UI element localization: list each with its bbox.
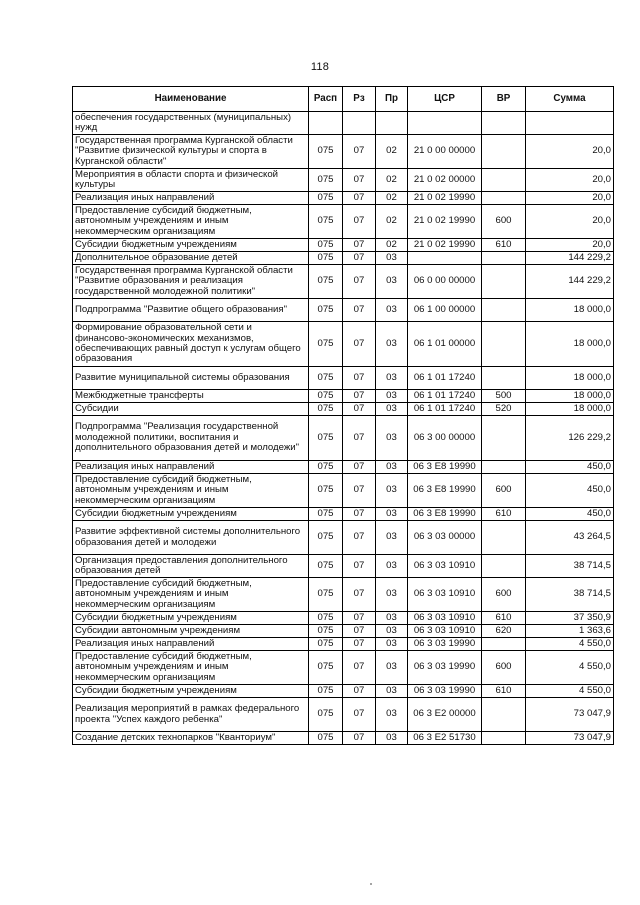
cell-rasp: 075 [309, 732, 343, 745]
cell-rz: 07 [343, 169, 376, 192]
table-row [73, 239, 614, 252]
table-row [73, 265, 614, 299]
cell-rz: 07 [343, 135, 376, 169]
cell-rz: 07 [343, 252, 376, 265]
cell-sum [526, 112, 614, 135]
cell-vr: 620 [482, 625, 526, 638]
cell-pr: 03 [376, 367, 408, 390]
cell-name: обеспечения государственных (муниципальных) нужд [73, 112, 309, 135]
cell-pr [376, 112, 408, 135]
cell-rz: 07 [343, 521, 376, 555]
table-body [73, 112, 614, 745]
cell-pr: 02 [376, 239, 408, 252]
cell-rasp: 075 [309, 390, 343, 403]
scan-speck [370, 883, 372, 885]
cell-rasp: 075 [309, 625, 343, 638]
cell-pr: 03 [376, 578, 408, 612]
table-row [73, 135, 614, 169]
cell-name: Субсидии автономным учреждениям [73, 625, 309, 638]
table-row [73, 685, 614, 698]
cell-rasp: 075 [309, 685, 343, 698]
cell-name: Развитие муниципальной системы образования [73, 367, 309, 390]
cell-pr: 03 [376, 508, 408, 521]
cell-rasp: 075 [309, 521, 343, 555]
cell-pr: 03 [376, 521, 408, 555]
cell-csr: 06 3 Е8 19990 [408, 461, 482, 474]
cell-name: Подпрограмма "Реализация государственной молодежной политики, воспитания и дополнительного образования детей и молодежи" [73, 416, 309, 461]
cell-pr: 03 [376, 265, 408, 299]
cell-vr [482, 135, 526, 169]
cell-pr: 03 [376, 625, 408, 638]
cell-vr [482, 521, 526, 555]
cell-rz: 07 [343, 555, 376, 578]
cell-vr: 600 [482, 474, 526, 508]
cell-pr: 03 [376, 461, 408, 474]
cell-rasp [309, 112, 343, 135]
cell-rasp: 075 [309, 508, 343, 521]
cell-name: Реализация иных направлений [73, 192, 309, 205]
cell-pr: 02 [376, 169, 408, 192]
table-row [73, 416, 614, 461]
cell-pr: 03 [376, 416, 408, 461]
cell-rasp: 075 [309, 578, 343, 612]
table-row [73, 521, 614, 555]
cell-sum: 144 229,2 [526, 265, 614, 299]
cell-rz: 07 [343, 192, 376, 205]
cell-vr: 610 [482, 685, 526, 698]
cell-sum: 73 047,9 [526, 732, 614, 745]
cell-csr: 06 3 03 10910 [408, 612, 482, 625]
cell-sum: 18 000,0 [526, 403, 614, 416]
cell-pr: 03 [376, 612, 408, 625]
table-row [73, 322, 614, 367]
cell-vr: 610 [482, 508, 526, 521]
cell-sum: 4 550,0 [526, 651, 614, 685]
cell-name: Предоставление субсидий бюджетным, автономным учреждениям и иным некоммерческим организациям [73, 474, 309, 508]
table-row [73, 474, 614, 508]
table-row [73, 390, 614, 403]
column-header-rz: Рз [343, 87, 376, 112]
cell-vr: 600 [482, 651, 526, 685]
cell-csr [408, 112, 482, 135]
cell-csr: 06 3 Е2 51730 [408, 732, 482, 745]
cell-csr: 06 3 03 19990 [408, 638, 482, 651]
table-row [73, 732, 614, 745]
cell-rasp: 075 [309, 299, 343, 322]
cell-name: Дополнительное образование детей [73, 252, 309, 265]
cell-pr: 03 [376, 322, 408, 367]
cell-vr [482, 416, 526, 461]
cell-vr [482, 112, 526, 135]
cell-sum: 126 229,2 [526, 416, 614, 461]
cell-name: Реализация мероприятий в рамках федерального проекта "Успех каждого ребенка" [73, 698, 309, 732]
cell-csr: 06 0 00 00000 [408, 265, 482, 299]
cell-csr: 06 3 03 10910 [408, 578, 482, 612]
column-header-vr: ВР [482, 87, 526, 112]
table-row [73, 112, 614, 135]
table-row [73, 252, 614, 265]
cell-vr [482, 555, 526, 578]
cell-rz: 07 [343, 239, 376, 252]
cell-pr: 03 [376, 474, 408, 508]
cell-sum: 1 363,6 [526, 625, 614, 638]
cell-rz: 07 [343, 638, 376, 651]
cell-name: Субсидии бюджетным учреждениям [73, 239, 309, 252]
cell-csr: 21 0 02 19990 [408, 205, 482, 239]
cell-sum: 18 000,0 [526, 299, 614, 322]
cell-name: Реализация иных направлений [73, 461, 309, 474]
cell-rasp: 075 [309, 192, 343, 205]
cell-csr: 06 3 03 10910 [408, 555, 482, 578]
cell-rz: 07 [343, 578, 376, 612]
column-header-pr: Пр [376, 87, 408, 112]
cell-csr: 21 0 02 19990 [408, 192, 482, 205]
cell-rz: 07 [343, 651, 376, 685]
cell-rz: 07 [343, 685, 376, 698]
cell-vr [482, 299, 526, 322]
cell-rasp: 075 [309, 416, 343, 461]
cell-name: Мероприятия в области спорта и физической культуры [73, 169, 309, 192]
cell-vr [482, 698, 526, 732]
cell-rasp: 075 [309, 651, 343, 685]
cell-name: Субсидии бюджетным учреждениям [73, 685, 309, 698]
cell-name: Предоставление субсидий бюджетным, автономным учреждениям и иным некоммерческим организациям [73, 651, 309, 685]
cell-csr: 21 0 02 00000 [408, 169, 482, 192]
cell-name: Предоставление субсидий бюджетным, автономным учреждениям и иным некоммерческим организациям [73, 578, 309, 612]
cell-vr: 520 [482, 403, 526, 416]
table-row [73, 638, 614, 651]
cell-sum: 4 550,0 [526, 638, 614, 651]
cell-pr: 03 [376, 651, 408, 685]
column-header-name: Наименование [73, 87, 309, 112]
cell-sum: 20,0 [526, 239, 614, 252]
cell-rasp: 075 [309, 555, 343, 578]
cell-rz: 07 [343, 265, 376, 299]
cell-vr [482, 192, 526, 205]
cell-rz: 07 [343, 416, 376, 461]
cell-csr: 06 3 Е2 00000 [408, 698, 482, 732]
cell-vr [482, 252, 526, 265]
table-row [73, 555, 614, 578]
cell-csr: 06 3 03 19990 [408, 651, 482, 685]
cell-rasp: 075 [309, 169, 343, 192]
table-row [73, 625, 614, 638]
cell-rz: 07 [343, 403, 376, 416]
cell-rasp: 075 [309, 461, 343, 474]
table-row [73, 508, 614, 521]
cell-name: Организация предоставления дополнительного образования детей [73, 555, 309, 578]
cell-sum: 144 229,2 [526, 252, 614, 265]
table-row [73, 698, 614, 732]
cell-csr: 06 1 01 17240 [408, 367, 482, 390]
cell-pr: 03 [376, 732, 408, 745]
cell-name: Реализация иных направлений [73, 638, 309, 651]
cell-rasp: 075 [309, 698, 343, 732]
cell-vr [482, 732, 526, 745]
cell-csr [408, 252, 482, 265]
cell-rasp: 075 [309, 322, 343, 367]
cell-name: Развитие эффективной системы дополнительного образования детей и молодежи [73, 521, 309, 555]
cell-rasp: 075 [309, 135, 343, 169]
cell-rasp: 075 [309, 612, 343, 625]
cell-rz: 07 [343, 698, 376, 732]
cell-vr: 500 [482, 390, 526, 403]
table-row [73, 651, 614, 685]
cell-rz: 07 [343, 625, 376, 638]
cell-sum: 18 000,0 [526, 390, 614, 403]
cell-sum: 43 264,5 [526, 521, 614, 555]
cell-rasp: 075 [309, 205, 343, 239]
column-header-csr: ЦСР [408, 87, 482, 112]
cell-csr: 21 0 02 19990 [408, 239, 482, 252]
cell-rasp: 075 [309, 367, 343, 390]
cell-csr: 06 3 03 19990 [408, 685, 482, 698]
column-header-sum: Сумма [526, 87, 614, 112]
cell-vr [482, 638, 526, 651]
cell-vr [482, 322, 526, 367]
cell-pr: 02 [376, 205, 408, 239]
cell-sum: 20,0 [526, 169, 614, 192]
cell-vr [482, 265, 526, 299]
cell-rz: 07 [343, 205, 376, 239]
cell-sum: 450,0 [526, 461, 614, 474]
table-row [73, 205, 614, 239]
cell-sum: 20,0 [526, 192, 614, 205]
cell-sum: 450,0 [526, 474, 614, 508]
cell-name: Создание детских технопарков "Кванториум" [73, 732, 309, 745]
cell-rasp: 075 [309, 403, 343, 416]
cell-rz: 07 [343, 299, 376, 322]
cell-vr [482, 367, 526, 390]
cell-rasp: 075 [309, 638, 343, 651]
cell-name: Формирование образовательной сети и финансово-экономических механизмов, обеспечивающих равный доступ к услугам общего образования [73, 322, 309, 367]
cell-pr: 03 [376, 252, 408, 265]
cell-name: Субсидии бюджетным учреждениям [73, 508, 309, 521]
cell-csr: 06 1 01 17240 [408, 403, 482, 416]
cell-sum: 20,0 [526, 205, 614, 239]
cell-sum: 73 047,9 [526, 698, 614, 732]
cell-vr: 610 [482, 239, 526, 252]
cell-pr: 02 [376, 192, 408, 205]
cell-rz: 07 [343, 390, 376, 403]
cell-name: Субсидии [73, 403, 309, 416]
column-header-rasp: Расп [309, 87, 343, 112]
cell-vr: 600 [482, 205, 526, 239]
cell-name: Предоставление субсидий бюджетным, автономным учреждениям и иным некоммерческим организациям [73, 205, 309, 239]
cell-name: Субсидии бюджетным учреждениям [73, 612, 309, 625]
cell-csr: 06 3 03 10910 [408, 625, 482, 638]
table-row [73, 461, 614, 474]
cell-csr: 06 3 00 00000 [408, 416, 482, 461]
cell-rasp: 075 [309, 474, 343, 508]
cell-rz: 07 [343, 367, 376, 390]
table-row [73, 367, 614, 390]
cell-csr: 21 0 00 00000 [408, 135, 482, 169]
cell-sum: 38 714,5 [526, 578, 614, 612]
cell-csr: 06 3 Е8 19990 [408, 508, 482, 521]
cell-name: Подпрограмма "Развитие общего образования" [73, 299, 309, 322]
table-row [73, 578, 614, 612]
cell-sum: 37 350,9 [526, 612, 614, 625]
cell-sum: 18 000,0 [526, 322, 614, 367]
cell-vr [482, 169, 526, 192]
cell-pr: 03 [376, 698, 408, 732]
cell-name: Государственная программа Курганской области "Развитие образования и реализация государственной молодежной политики" [73, 265, 309, 299]
cell-csr: 06 3 03 00000 [408, 521, 482, 555]
cell-rz: 07 [343, 612, 376, 625]
cell-pr: 03 [376, 403, 408, 416]
table-row [73, 192, 614, 205]
cell-vr [482, 461, 526, 474]
table-row [73, 612, 614, 625]
cell-name: Государственная программа Курганской области "Развитие физической культуры и спорта в Курганской области" [73, 135, 309, 169]
cell-rz: 07 [343, 474, 376, 508]
cell-rasp: 075 [309, 252, 343, 265]
cell-pr: 02 [376, 135, 408, 169]
cell-pr: 03 [376, 555, 408, 578]
cell-name: Межбюджетные трансферты [73, 390, 309, 403]
cell-pr: 03 [376, 299, 408, 322]
cell-sum: 4 550,0 [526, 685, 614, 698]
cell-csr: 06 1 00 00000 [408, 299, 482, 322]
table-row [73, 299, 614, 322]
cell-csr: 06 1 01 00000 [408, 322, 482, 367]
cell-pr: 03 [376, 685, 408, 698]
cell-rz: 07 [343, 732, 376, 745]
budget-table [72, 86, 614, 745]
cell-sum: 450,0 [526, 508, 614, 521]
cell-csr: 06 1 01 17240 [408, 390, 482, 403]
cell-rz: 07 [343, 508, 376, 521]
table-header-row [73, 87, 614, 112]
cell-sum: 18 000,0 [526, 367, 614, 390]
table-row [73, 169, 614, 192]
cell-vr: 610 [482, 612, 526, 625]
cell-rz: 07 [343, 322, 376, 367]
cell-csr: 06 3 Е8 19990 [408, 474, 482, 508]
cell-rz: 07 [343, 461, 376, 474]
cell-rasp: 075 [309, 239, 343, 252]
cell-pr: 03 [376, 638, 408, 651]
cell-vr: 600 [482, 578, 526, 612]
cell-pr: 03 [376, 390, 408, 403]
table-row [73, 403, 614, 416]
cell-rz [343, 112, 376, 135]
page-number: 118 [310, 61, 330, 73]
cell-rasp: 075 [309, 265, 343, 299]
cell-sum: 20,0 [526, 135, 614, 169]
cell-sum: 38 714,5 [526, 555, 614, 578]
